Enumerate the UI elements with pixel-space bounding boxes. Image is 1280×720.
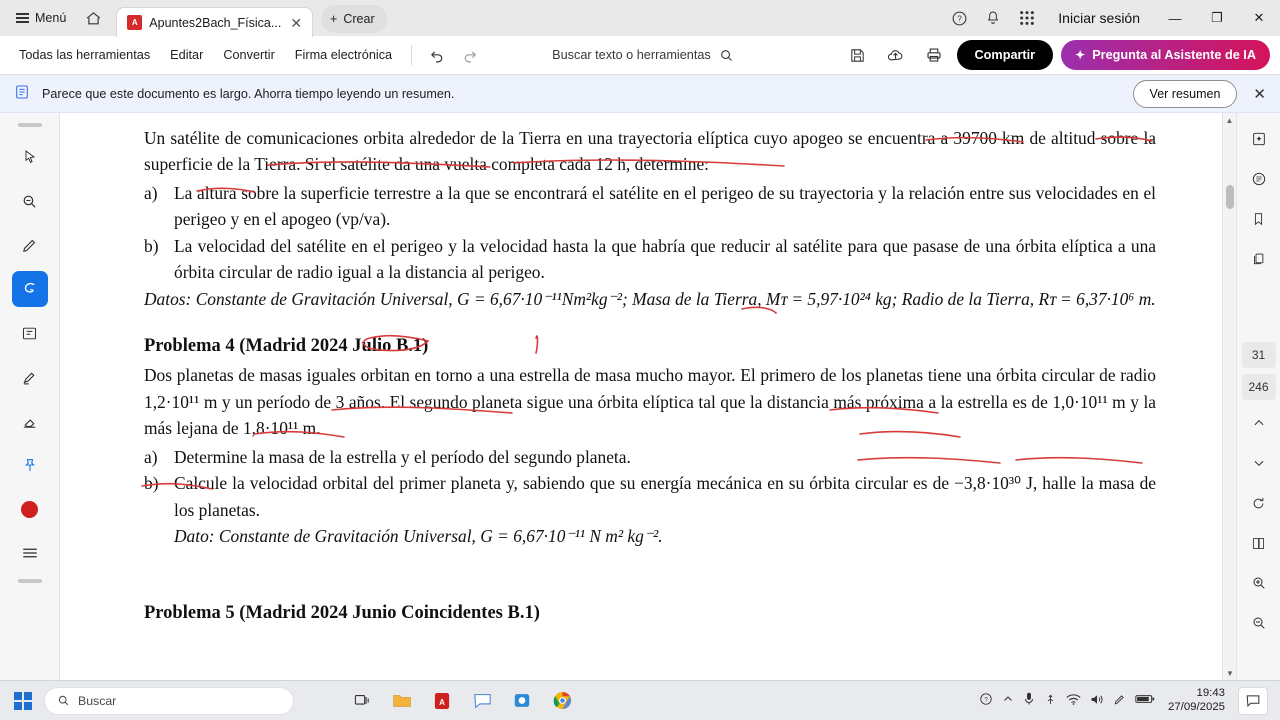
pin-tool[interactable] [12, 447, 48, 483]
minimize-button[interactable]: — [1168, 10, 1182, 26]
scroll-up-icon[interactable]: ▲ [1225, 115, 1234, 125]
page-thumbnails-button[interactable] [1243, 527, 1275, 559]
problem-4-data-line: Dato: Constante de Gravitación Universal, G = 6,67·10⁻¹¹ N m² kg⁻². [174, 526, 663, 546]
ai-assistant-button[interactable] [1061, 40, 1270, 70]
pen-tool[interactable] [12, 227, 48, 263]
current-page-number[interactable]: 31 [1242, 342, 1276, 368]
summary-banner [0, 75, 1280, 113]
red-circle-icon [21, 501, 38, 518]
color-swatch-button[interactable] [12, 491, 48, 527]
problem-4-item-a-label: a) [144, 446, 158, 467]
tab-close-icon[interactable]: ✕ [290, 14, 303, 31]
wifi-icon[interactable] [1066, 693, 1081, 709]
cloud-upload-icon [886, 46, 905, 65]
media-player-button[interactable] [503, 685, 541, 717]
select-tool[interactable] [12, 139, 48, 175]
plus-icon: + [330, 12, 338, 26]
next-page-button[interactable] [1243, 447, 1275, 479]
intro-paragraph: Un satélite de comunicaciones orbita alrededor de la Tierra en una trayectoria elíptica cuyo apogeo se encuentra a 39700 km de altitud sobre la superficie de la Tierra. Si el satélite da una vuelta completa cada 12 h, determine: [144, 128, 1156, 175]
window-controls-area [942, 0, 1280, 36]
battery-icon[interactable] [1135, 693, 1155, 708]
close-window-button[interactable]: ✕ [1253, 10, 1265, 25]
share-button[interactable]: Compartir [957, 40, 1054, 70]
pin-icon [22, 457, 38, 473]
magnifier-icon [21, 193, 38, 210]
new-tab-button[interactable] [321, 5, 387, 33]
system-tray [979, 687, 1274, 715]
menu-label: Menú [35, 11, 67, 25]
task-view-button[interactable] [343, 685, 381, 717]
search-placeholder: Buscar texto o herramientas [552, 48, 711, 62]
problem-4-item-a-text: Determine la masa de la estrella y el período del segundo planeta. [174, 446, 631, 467]
document-scrollbar[interactable] [1222, 113, 1236, 680]
apps-button[interactable] [1010, 2, 1044, 34]
highlighter-icon [21, 280, 39, 298]
toolbar-item-convert[interactable]: Convertir [223, 48, 275, 62]
toolbar-right-group [843, 40, 1271, 70]
right-sidebar [1236, 113, 1280, 680]
search-toolbar[interactable] [552, 48, 734, 63]
toolbar-item-esign[interactable]: Firma electrónica [294, 48, 393, 62]
clock-time: 19:43 [1196, 687, 1225, 700]
zoom-out-button[interactable] [1243, 607, 1275, 639]
home-icon [85, 10, 102, 27]
intro-item-b-label: b) [144, 235, 159, 256]
pdf-page [60, 113, 1236, 630]
pdf-icon [434, 692, 450, 710]
zoom-in-button[interactable] [1243, 567, 1275, 599]
annotation-toolbar [0, 113, 60, 680]
chevron-up-icon [1252, 416, 1266, 430]
browser-tab-bar [0, 0, 1280, 36]
eraser-icon [21, 413, 38, 430]
previous-page-button[interactable] [1243, 407, 1275, 439]
redo-button[interactable] [454, 42, 484, 68]
chat-bubble-icon [1246, 694, 1260, 707]
problem-4-item-b-text: Calcule la velocidad orbital del primer planeta y, sabiendo que su energía mecánica en su órbita circular es de −3,8·10³⁰ J, halle la masa de los planetas. [174, 473, 1156, 520]
problem-4-paragraph: Dos planetas de masas iguales orbitan en torno a una estrella de masa mucho mayor. El primero de los planetas tiene una órbita circular de radio 1,2·10¹¹ m y un período de 3 años. El segundo planeta sigue una órbita elíptica tal que la distancia más próxima a la estrella es de 1,0·10¹¹ m y la más lejana de 1,8·10¹¹ m. [144, 365, 1156, 439]
intro-item-b [144, 233, 1156, 286]
zoom-select-tool[interactable] [12, 183, 48, 219]
thickness-tool[interactable] [12, 535, 48, 571]
browser-tab[interactable] [116, 7, 313, 37]
task-view-icon [354, 693, 371, 708]
problem-4-item-b [144, 470, 1156, 523]
banner-close-icon[interactable]: ✕ [1253, 85, 1266, 103]
undo-button[interactable] [422, 42, 452, 68]
pen-icon[interactable] [1113, 693, 1126, 709]
intro-item-a-label: a) [144, 182, 158, 203]
clock-date: 27/09/2025 [1167, 700, 1225, 713]
toolbar-divider [411, 45, 412, 65]
apps-grid-icon [1019, 10, 1035, 26]
view-summary-button[interactable]: Ver resumen [1133, 80, 1238, 108]
scrollbar-thumb[interactable] [1226, 185, 1234, 209]
hamburger-icon [16, 11, 29, 26]
search-icon [719, 48, 734, 63]
save-icon [849, 47, 866, 64]
intro-item-a [144, 180, 1156, 233]
problem-5-title: Problema 5 (Madrid 2024 Junio Coincidentes B.1) [144, 603, 540, 624]
help-button[interactable] [942, 2, 976, 34]
rotate-button[interactable] [1243, 487, 1275, 519]
help-icon[interactable] [979, 692, 993, 709]
start-button[interactable] [6, 686, 40, 716]
intro-data-line: Datos: Constante de Gravitación Universal, G = 6,67·10⁻¹¹Nm²kg⁻²; Masa de la Tierra, Mᴛ = 5,97·10²⁴ kg; Radio de la Tierra, Rᴛ = 6,37·10⁶ m. [144, 288, 1156, 309]
svg-text:A: A [439, 697, 445, 707]
text-box-icon [21, 325, 38, 342]
comment-panel-button[interactable] [1243, 163, 1275, 195]
ai-assistant-label: Pregunta al Asistente de IA [1092, 48, 1256, 62]
acrobat-reader-button[interactable] [423, 685, 461, 717]
media-icon [513, 692, 531, 709]
toolbar-item-edit[interactable]: Editar [170, 48, 204, 62]
copy-icon [1251, 251, 1266, 267]
zoom-in-icon [1251, 575, 1267, 591]
redo-icon [461, 47, 478, 64]
cursor-arrow-icon [22, 149, 38, 165]
bell-icon [985, 10, 1001, 26]
svg-text:?: ? [984, 696, 988, 704]
sign-in-button[interactable]: Iniciar sesión [1058, 10, 1140, 26]
folder-icon [392, 692, 412, 709]
chat-icon [473, 692, 492, 709]
intro-item-a-text: La altura sobre la superficie terrestre a la que se encontrará el satélite en el perigeo de su trayectoria y la relación entre sus velocidades en el perigeo y en el apogeo (vp/va). [174, 182, 1156, 230]
menu-button[interactable] [6, 4, 76, 32]
save-button[interactable] [843, 42, 873, 68]
toolbar-item-all-tools[interactable]: Todas las herramientas [19, 48, 151, 62]
chrome-icon [553, 691, 572, 710]
windows-icon [14, 692, 32, 710]
search-icon [57, 694, 70, 707]
pdf-favicon-icon: A [127, 15, 142, 30]
total-page-count: 246 [1242, 374, 1276, 400]
document-summary-icon [14, 84, 30, 103]
document-workspace [0, 113, 1280, 680]
pages-icon [1251, 536, 1266, 551]
taskbar-search[interactable] [44, 687, 294, 715]
chevron-down-icon [1252, 456, 1266, 470]
rotate-icon [1251, 496, 1266, 511]
highlighter-tool[interactable] [12, 271, 48, 307]
maximize-button[interactable]: ❐ [1211, 10, 1223, 25]
zoom-out-icon [1251, 615, 1267, 631]
tab-title: Apuntes2Bach_Física... [149, 15, 282, 30]
sparkle-icon: ✦ [1075, 48, 1086, 62]
usb-icon[interactable] [1044, 693, 1057, 709]
eraser-tool[interactable] [12, 403, 48, 439]
taskbar-clock[interactable] [1164, 687, 1229, 714]
sparkle-panel-icon [1251, 131, 1267, 147]
problem-4-item-a [144, 444, 1156, 470]
file-explorer-button[interactable] [383, 685, 421, 717]
intro-item-b-text: La velocidad del satélite en el perigeo y la velocidad hasta la que habría que reducir al satélite para que pasase de una órbita elíptica a una órbita circular de radio igual a la distancia al perigeo. [174, 235, 1156, 283]
copy-panel-button[interactable] [1243, 243, 1275, 275]
ai-assistant-panel-button[interactable] [1243, 123, 1275, 155]
microphone-icon[interactable] [1023, 692, 1035, 709]
problem-4-item-b-label: b) [144, 473, 159, 494]
banner-text: Parece que este documento es largo. Ahorra tiempo leyendo un resumen. [42, 86, 455, 101]
pen-icon [21, 237, 38, 254]
banner-actions [1133, 80, 1266, 108]
rail-bottom-handle[interactable] [18, 579, 42, 583]
main-toolbar [0, 36, 1280, 75]
windows-taskbar [0, 680, 1280, 720]
home-button[interactable] [78, 4, 108, 32]
text-comment-tool[interactable] [12, 315, 48, 351]
undo-icon [429, 47, 446, 64]
lines-icon [21, 546, 39, 560]
google-chrome-button[interactable] [543, 685, 581, 717]
help-circle-icon [951, 10, 968, 27]
taskbar-search-placeholder: Buscar [78, 693, 117, 708]
print-icon [925, 46, 943, 64]
marker-tool[interactable] [12, 359, 48, 395]
svg-text:?: ? [957, 14, 962, 24]
scroll-down-icon[interactable]: ▼ [1226, 668, 1234, 678]
problem-4-title: Problema 4 (Madrid 2024 Julio B.1) [144, 336, 429, 357]
new-tab-label: Crear [343, 12, 375, 26]
notifications-button[interactable] [976, 2, 1010, 34]
chat-button[interactable] [463, 685, 501, 717]
cloud-upload-button[interactable] [881, 42, 911, 68]
marker-icon [21, 369, 38, 386]
notification-center-button[interactable] [1238, 687, 1268, 715]
chevron-up-icon[interactable] [1002, 693, 1014, 708]
volume-icon[interactable] [1090, 693, 1104, 709]
bookmark-panel-button[interactable] [1243, 203, 1275, 235]
rail-drag-handle[interactable] [18, 123, 42, 127]
print-button[interactable] [919, 42, 949, 68]
comment-icon [1251, 171, 1267, 187]
bookmark-icon [1251, 211, 1266, 227]
pdf-viewer[interactable] [60, 113, 1236, 680]
